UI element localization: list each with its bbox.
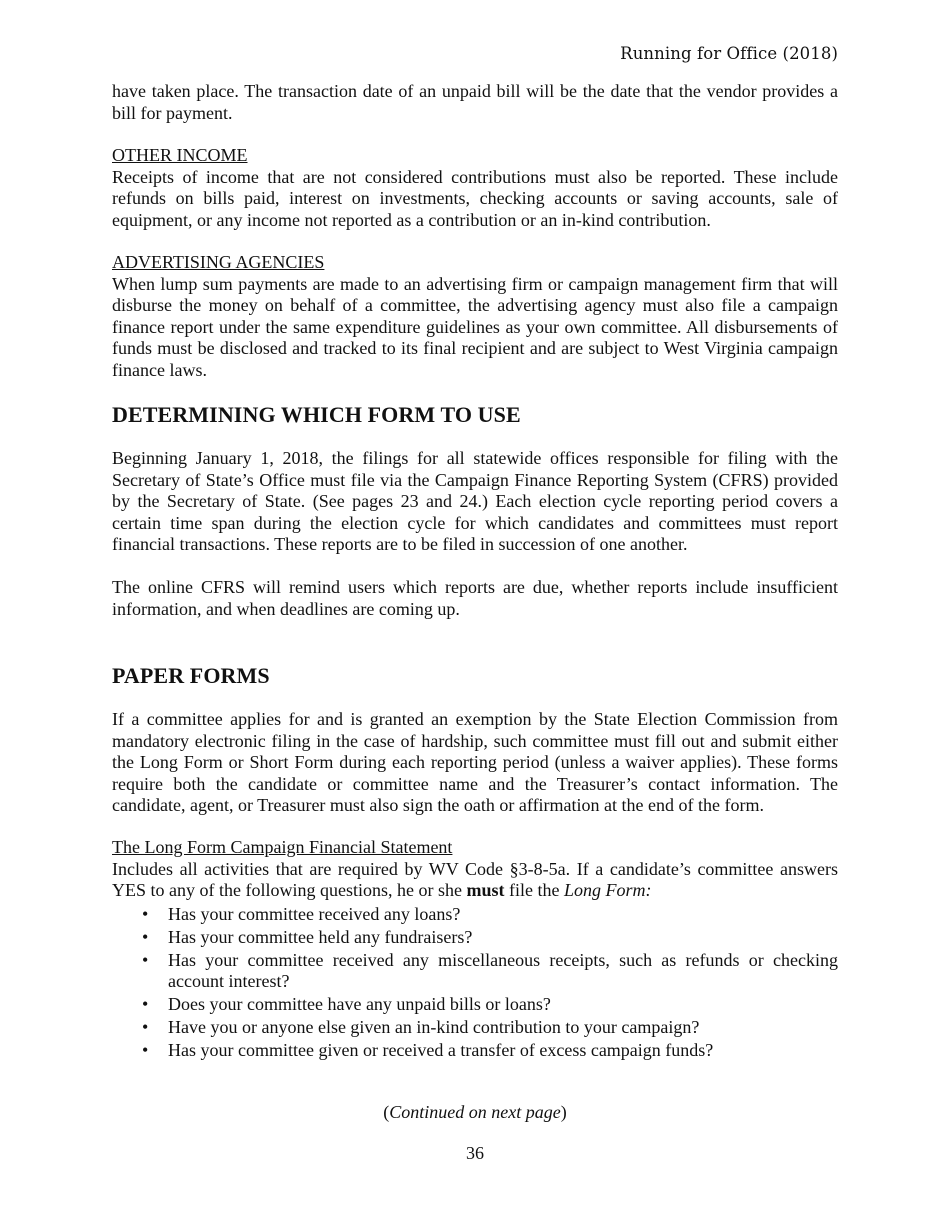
bullet-icon: •: [142, 1017, 149, 1037]
list-item: [112, 904, 838, 926]
continued-text: Continued on next page: [389, 1102, 561, 1122]
long-form-intro-bold: must: [466, 880, 505, 900]
list-item-text: Has your committee given or received a transfer of excess campaign funds?: [168, 1040, 714, 1060]
long-form-intro: [112, 859, 838, 902]
advertising-paragraph: When lump sum payments are made to an advertising firm or campaign management firm that will disburse the money on behalf of a committee, the advertising agency must also file a campaign finance report under the same expenditure guidelines as your own committee. All disbursements of funds must be disclosed and tracked to its final recipient and are subject to West Virginia campaign finance laws.: [112, 273, 838, 380]
paper-forms-section: [112, 663, 838, 689]
continued-note: [112, 1102, 838, 1123]
list-item: [112, 1017, 838, 1039]
continued-open: (: [383, 1102, 390, 1122]
other-income-paragraph: Receipts of income that are not considered contributions must also be reported. These include refunds on bills paid, interest on investments, checking accounts or saving accounts, sale of equipment, or any income not reported as a contribution or an in-kind contribution.: [112, 166, 838, 230]
advertising-title: ADVERTISING AGENCIES: [112, 252, 325, 272]
long-form-title: The Long Form Campaign Financial Statement: [112, 837, 453, 857]
intro-section: [112, 81, 838, 124]
list-item-text: Does your committee have any unpaid bills or loans?: [168, 994, 551, 1014]
bullet-icon: •: [142, 1040, 149, 1060]
determining-paragraph-1: Beginning January 1, 2018, the filings for all statewide offices responsible for filing with the Secretary of State’s Office must file via the Campaign Finance Reporting System (CFRS) provided by the Secretary of State. (See pages 23 and 24.) Each election cycle reporting period covers a certain time span during the election cycle for which candidates and committees must report financial transactions. These reports are to be filed in succession of one another.: [112, 448, 838, 554]
list-item-text: Has your committee held any fundraisers?: [168, 926, 473, 947]
list-item: [112, 950, 838, 993]
paper-forms-paragraph: If a committee applies for and is granted an exemption by the State Election Commission from mandatory electronic filing in the case of hardship, such committee must fill out and submit either the Long Form or Short Form during each reporting period (unless a waiver applies). These forms require both the candidate or committee name and the Treasurer’s contact information. The candidate, agent, or Treasurer must also sign the oath or affirmation at the end of the form.: [112, 709, 838, 815]
intro-paragraph: have taken place. The transaction date of an unpaid bill will be the date that the vendor provides a bill for payment.: [112, 81, 838, 123]
advertising-section: [112, 252, 838, 381]
bullet-icon: •: [142, 994, 149, 1014]
determining-heading: DETERMINING WHICH FORM TO USE: [112, 402, 521, 427]
long-form-section: [112, 837, 838, 1063]
paper-forms-body: [112, 709, 838, 817]
determining-paragraph-2: The online CFRS will remind users which reports are due, whether reports include insufficient information, and when deadlines are coming up.: [112, 577, 838, 619]
paper-forms-heading: PAPER FORMS: [112, 663, 270, 688]
other-income-section: [112, 145, 838, 231]
list-item-text: Has your committee received any miscellaneous receipts, such as refunds or checking account interest?: [168, 949, 838, 991]
other-income-title: OTHER INCOME: [112, 145, 248, 165]
continued-close: ): [560, 1102, 567, 1122]
list-item-text: Have you or anyone else given an in-kind contribution to your campaign?: [168, 1017, 700, 1037]
bullet-icon: •: [142, 926, 149, 947]
long-form-intro-part2: file the: [504, 880, 564, 900]
list-item: [112, 1040, 838, 1062]
long-form-question-list: [112, 904, 838, 1062]
list-item: [112, 994, 838, 1016]
long-form-intro-part1: Includes all activities that are required by WV Code §3-8-5a. If a candidate’s committee answers YES to any of the following questions, he or she: [112, 858, 838, 900]
list-item-text: Has your committee received any loans?: [168, 903, 461, 924]
bullet-icon: •: [142, 949, 149, 970]
page-number: 36: [466, 1143, 484, 1163]
determining-body-2: [112, 577, 838, 620]
determining-body: [112, 448, 838, 556]
long-form-intro-italic: Long Form:: [563, 880, 652, 900]
list-item: [112, 927, 838, 949]
running-header: Running for Office (2018): [620, 44, 838, 63]
bullet-icon: •: [142, 903, 149, 924]
determining-section: [112, 402, 838, 428]
